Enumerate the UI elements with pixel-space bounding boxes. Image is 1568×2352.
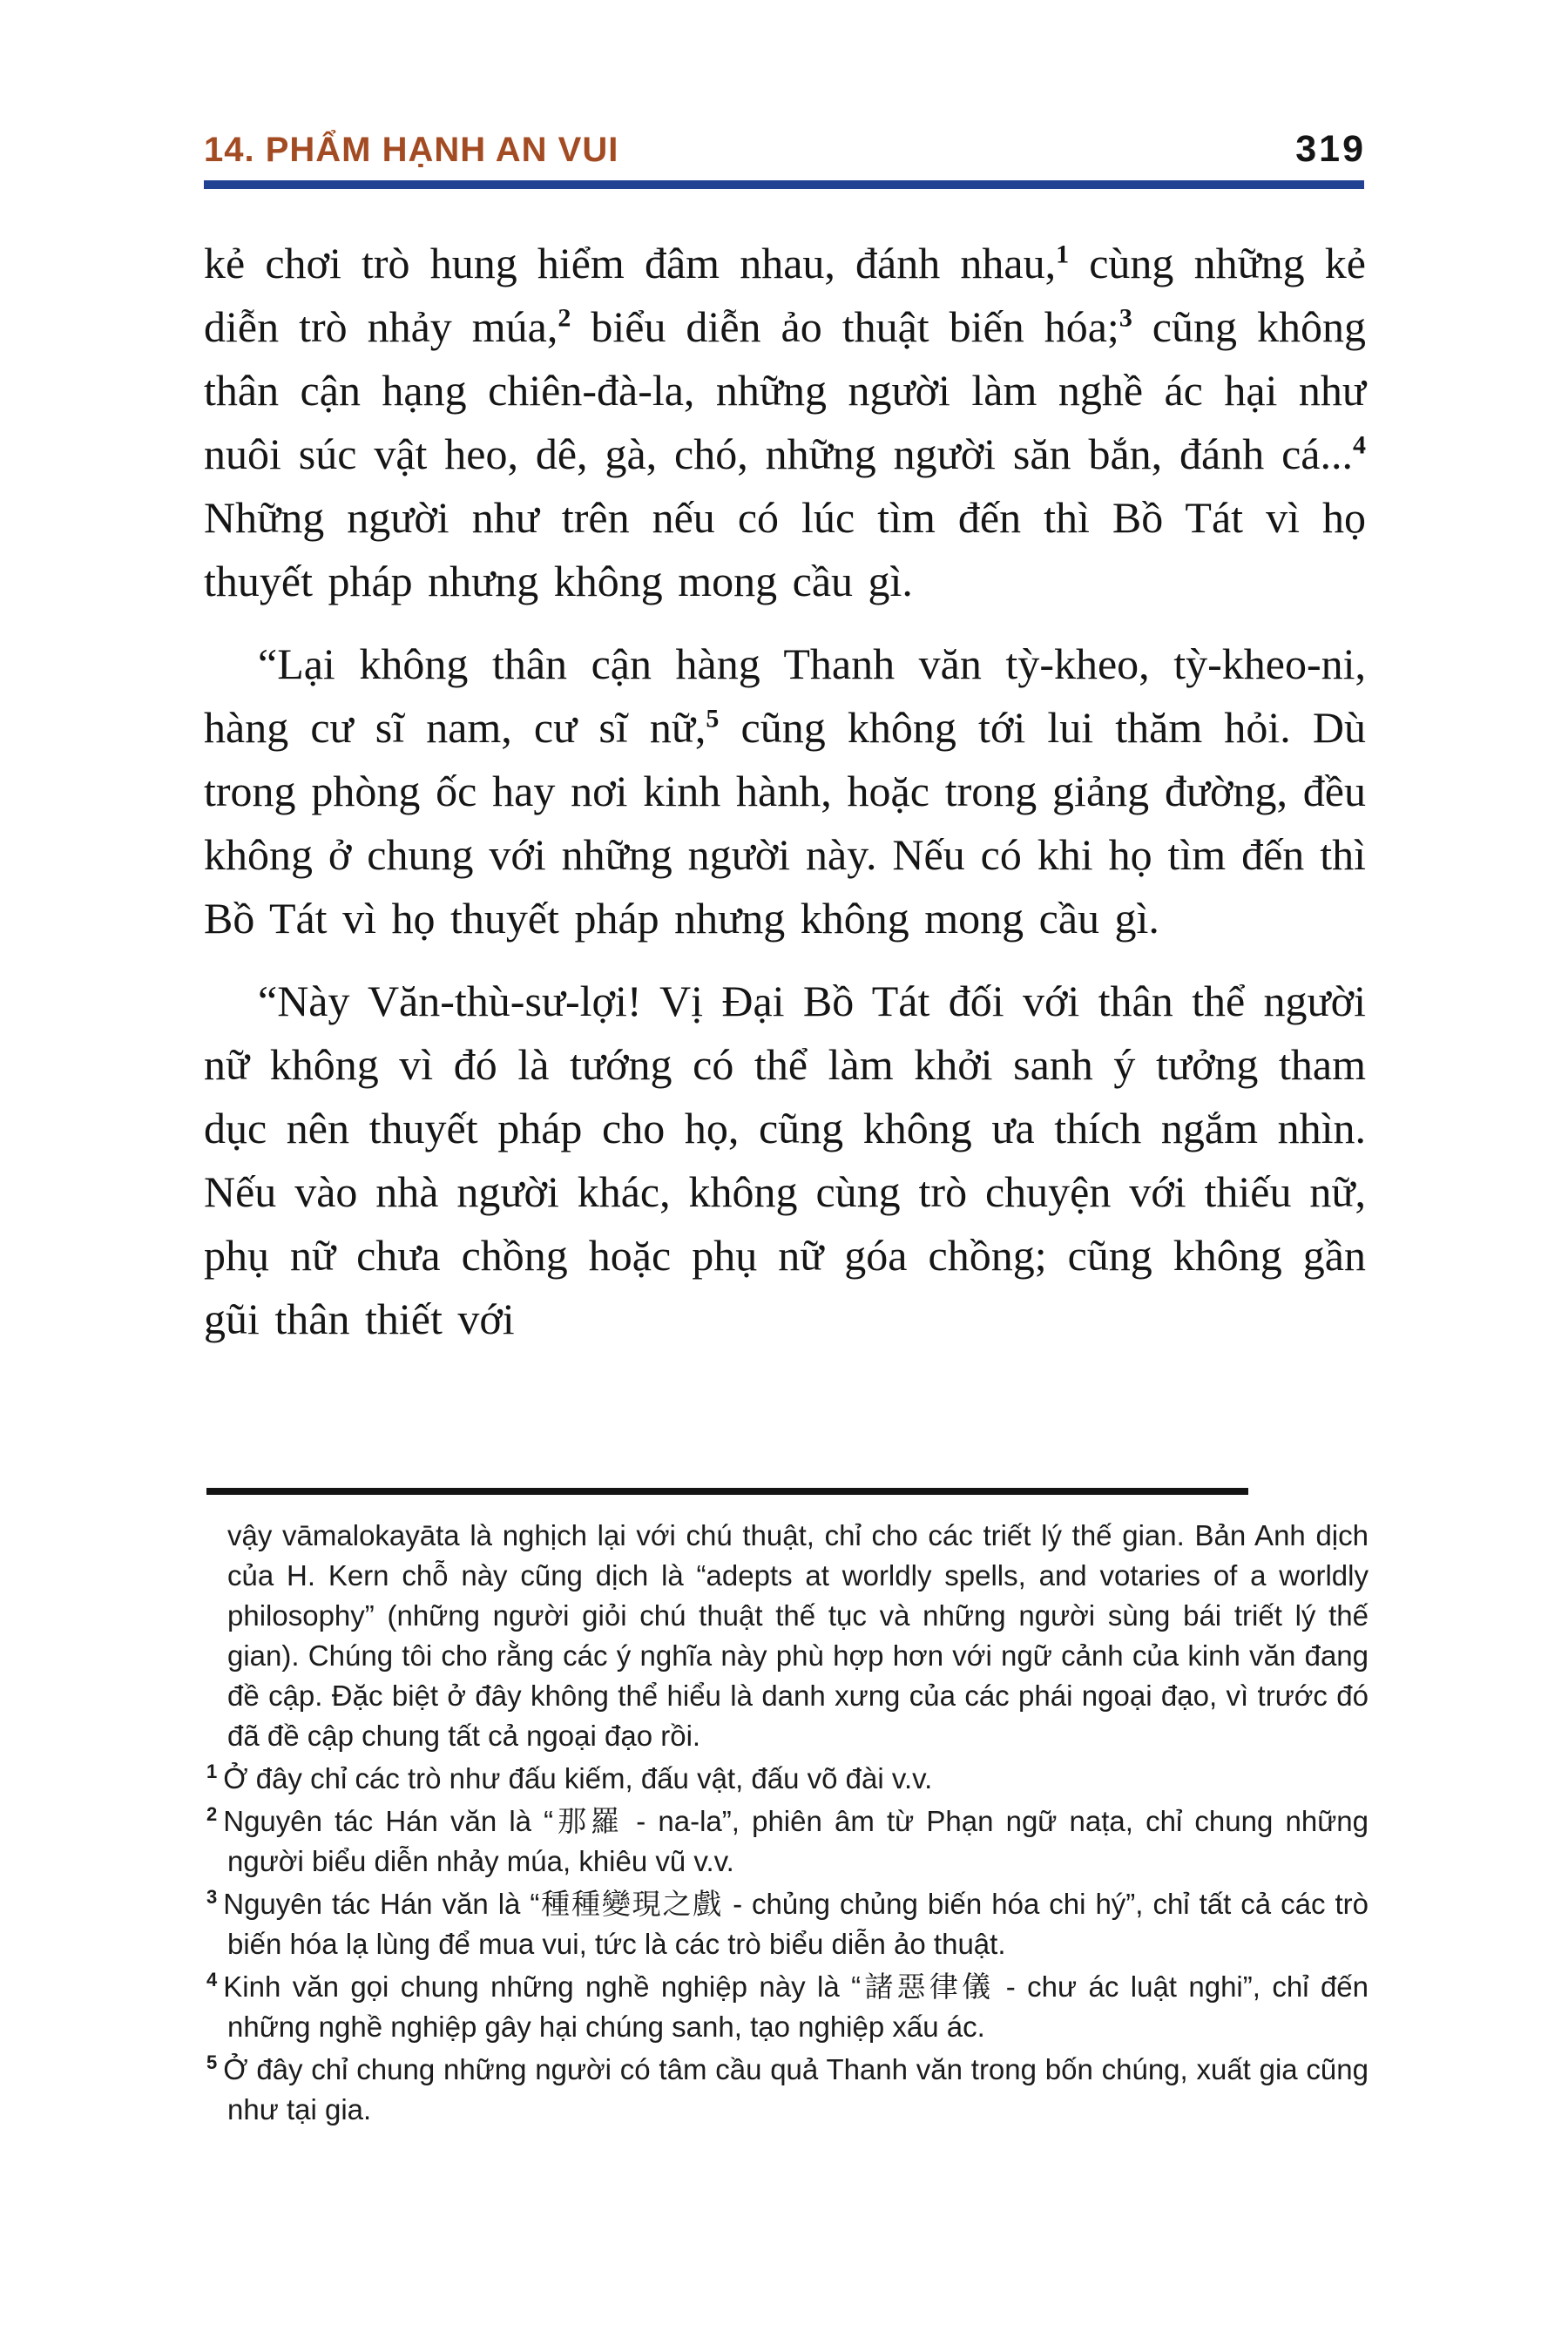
footnote-marker: 4 [206,1969,218,1990]
footnote-marker: 2 [206,1803,218,1825]
footnote-reference: 1 [1056,240,1070,269]
footnote-marker: 5 [206,2051,218,2073]
page-header [204,128,1366,170]
footnote-reference: 4 [1353,430,1366,460]
footnote-item: $^3$ Nguyên tác Hán văn là “種種變現之戲 - chủng chủng biến hóa chi hý”, chỉ tất cả các trò biến hóa lạ lùng để mua vui, tức là các trò biểu diễn ảo thuật. [206,1886,1369,1960]
chapter-title: 14. PHẨM HẠNH AN VUI [204,131,619,169]
footnote-item: $^5$ Ở đây chỉ chung những người có tâm cầu quả Thanh văn trong bốn chúng, xuất gia cũng như tại gia. [206,2051,1369,2126]
footnote-item: $^2$ Nguyên tác Hán văn là “那羅 - na-la”, phiên âm từ Phạn ngữ naṭa, chỉ chung những người biểu diễn nhảy múa, khiêu vũ v.v. [206,1803,1369,1877]
footnote-reference: 5 [706,704,720,733]
footnote-marker: 3 [206,1886,218,1908]
footnote-reference: 2 [558,303,571,333]
footnote-marker: 1 [206,1761,218,1782]
body-text [204,232,1366,1351]
body-paragraph: “Này Văn-thù-sư-lợi! Vị Đại Bồ Tát đối với thân thể người nữ không vì đó là tướng có thể làm khởi sanh ý tưởng tham dục nên thuyết pháp cho họ, cũng không ưa thích ngắm nhìn. Nếu vào nhà người khác, không cùng trò chuyện với thiếu nữ, phụ nữ chưa chồng hoặc phụ nữ góa chồng; cũng không gần gũi thân thiết với [204,977,1366,1343]
footnote-separator-rule [206,1488,1248,1495]
footnotes-block [206,1516,1369,2132]
page-number: 319 [1295,128,1366,170]
body-paragraph: “Lại không thân cận hàng Thanh văn tỳ-kheo, tỳ-kheo-ni, hàng cư sĩ nam, cư sĩ nữ,$^5$ cũng không tới lui thăm hỏi. Dù trong phòng ốc hay nơi kinh hành, hoặc trong giảng đường, đều không ở chung với những người này. Nếu có khi họ tìm đến thì Bồ Tát vì họ thuyết pháp nhưng không mong cầu gì. [204,639,1366,943]
body-paragraph: kẻ chơi trò hung hiểm đâm nhau, đánh nhau,$^1$ cùng những kẻ diễn trò nhảy múa,$^2$ biểu diễn ảo thuật biến hóa;$^3$ cũng không thân cận hạng chiên-đà-la, những người làm nghề ác hại như nuôi súc vật heo, dê, gà, chó, những người săn bắn, đánh cá...$^4$ Những người như trên nếu có lúc tìm đến thì Bồ Tát vì họ thuyết pháp nhưng không mong cầu gì. [204,239,1367,605]
footnote-continuation: vậy vāmalokayāta là nghịch lại với chú thuật, chỉ cho các triết lý thế gian. Bản Anh dịch của H. Kern chỗ này cũng dịch là “adepts at worldly spells, and votaries of a worldly philosophy” (những người giỏi chú thuật thế tục và những người sùng bái triết lý thế gian). Chúng tôi cho rằng các ý nghĩa này phù hợp hơn với ngữ cảnh của kinh văn đang đề cập. Đặc biệt ở đây không thể hiểu là danh xưng của các phái ngoại đạo, vì trước đó đã đề cập chung tất cả ngoại đạo rồi. [227,1519,1369,1752]
footnote-item: $^1$ Ở đây chỉ các trò như đấu kiếm, đấu vật, đấu võ đài v.v. [206,1761,933,1794]
footnote-item: $^4$ Kinh văn gọi chung những nghề nghiệp này là “諸惡律儀 - chư ác luật nghi”, chỉ đến những nghề nghiệp gây hại chúng sanh, tạo nghiệp xấu ác. [206,1969,1369,2043]
footnote-reference: 3 [1119,303,1132,333]
header-rule [204,180,1364,189]
